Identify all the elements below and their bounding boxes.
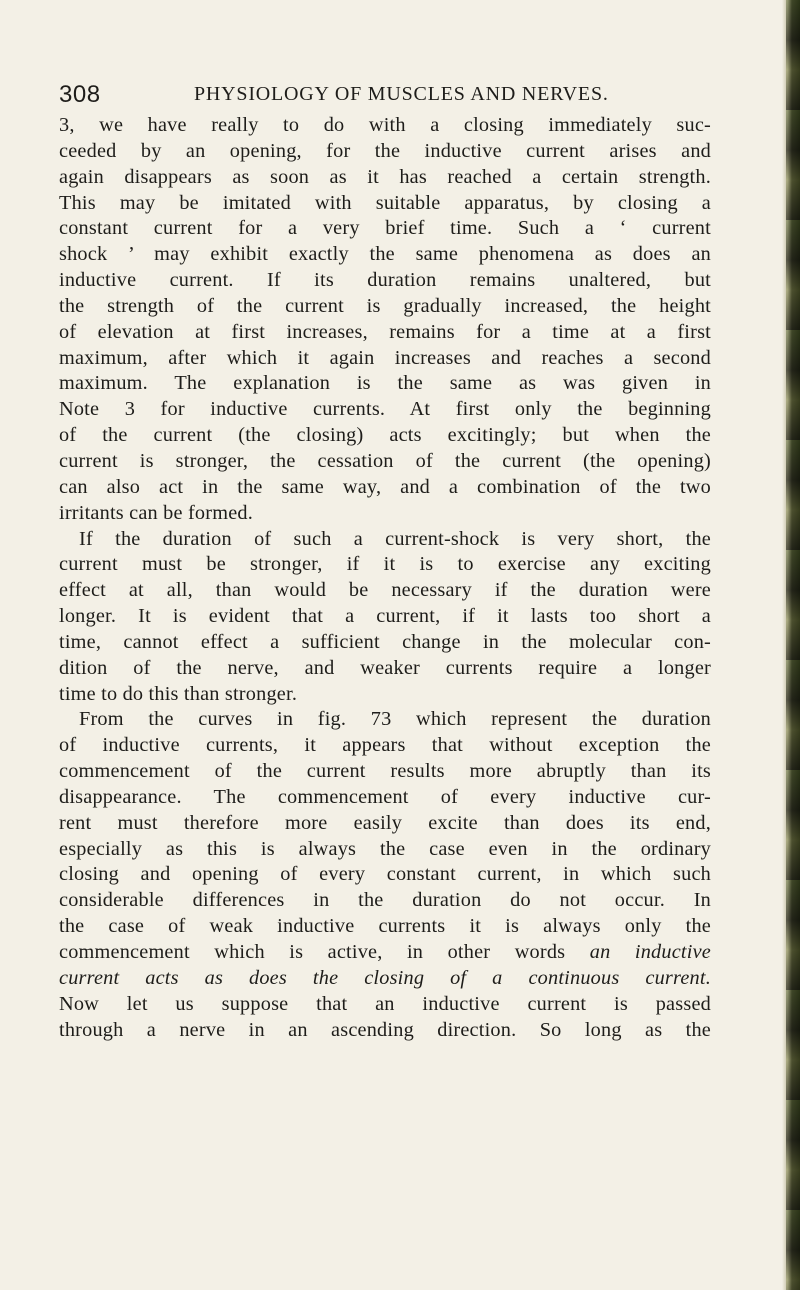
paragraph-start-line: From the curves in fig. 73 which represent the duration bbox=[79, 708, 711, 731]
text-line: through a nerve in an ascending direction. So long as the bbox=[59, 1018, 711, 1041]
text-line: the strength of the current is gradually increased, the height bbox=[59, 294, 711, 317]
text-line: Now let us suppose that an inductive current is passed bbox=[59, 992, 711, 1015]
text-line: constant current for a very brief time. Such a ‘ current bbox=[59, 217, 711, 240]
text-line: especially as this is always the case even in the ordinary bbox=[59, 837, 711, 860]
text-line: inductive current. If its duration remains unaltered, but bbox=[59, 269, 711, 292]
text-line: 3, we have really to do with a closing immediately suc- bbox=[59, 114, 711, 136]
text-line: considerable differences in the duration do not occur. In bbox=[59, 889, 711, 912]
text-line: of inductive currents, it appears that without exception the bbox=[59, 734, 711, 757]
text-segment: commencement which is active, in other words bbox=[59, 941, 566, 963]
text-line: commencement of the current results more abruptly than its bbox=[59, 760, 711, 783]
text-line: dition of the nerve, and weaker currents require a longer bbox=[59, 656, 711, 679]
text-line: shock ’ may exhibit exactly the same phenomena as does an bbox=[59, 243, 711, 266]
text-line-mixed bbox=[59, 940, 711, 966]
text-line: current must be stronger, if it is to exercise any exciting bbox=[59, 553, 711, 576]
text-line: closing and opening of every constant current, in which such bbox=[59, 863, 711, 886]
text-line: time, cannot effect a sufficient change in the molecular con- bbox=[59, 630, 711, 653]
text-line: disappearance. The commencement of every inductive cur- bbox=[59, 785, 711, 808]
italic-text-segment: an inductive bbox=[589, 941, 711, 963]
page-number: 308 bbox=[59, 81, 101, 108]
text-line: effect at all, than would be necessary if the duration were bbox=[59, 579, 711, 602]
text-line: This may be imitated with suitable apparatus, by closing a bbox=[59, 191, 711, 214]
text-line: time to do this than stronger. bbox=[59, 682, 298, 705]
text-line: again disappears as soon as it has reached a certain strength. bbox=[59, 165, 711, 188]
text-line: the case of weak inductive currents it is always only the bbox=[59, 915, 711, 938]
text-line: Note 3 for inductive currents. At first only the beginning bbox=[59, 398, 711, 421]
italic-text-line: current acts as does the closing of a continuous current. bbox=[59, 966, 711, 989]
text-line: maximum. The explanation is the same as was given in bbox=[59, 372, 711, 395]
paragraph-start-line: If the duration of such a current-shock is very short, the bbox=[79, 527, 711, 550]
page-edge-stain bbox=[786, 0, 800, 1290]
text-line: of elevation at first increases, remains for a time at a first bbox=[59, 320, 711, 343]
text-line: of the current (the closing) acts excitingly; but when the bbox=[59, 424, 711, 447]
body-text bbox=[59, 113, 711, 1043]
text-line: longer. It is evident that a current, if it lasts too short a bbox=[59, 605, 711, 628]
text-line: rent must therefore more easily excite than does its end, bbox=[59, 811, 711, 834]
text-line: maximum, after which it again increases and reaches a second bbox=[59, 346, 711, 369]
running-head: PHYSIOLOGY OF MUSCLES AND NERVES. bbox=[194, 83, 609, 105]
text-line: can also act in the same way, and a combination of the two bbox=[59, 475, 711, 498]
text-line: ceeded by an opening, for the inductive current arises and bbox=[59, 139, 711, 162]
text-line: irritants can be formed. bbox=[59, 501, 254, 524]
text-line: current is stronger, the cessation of the current (the opening) bbox=[59, 449, 711, 472]
page-header bbox=[59, 81, 759, 111]
